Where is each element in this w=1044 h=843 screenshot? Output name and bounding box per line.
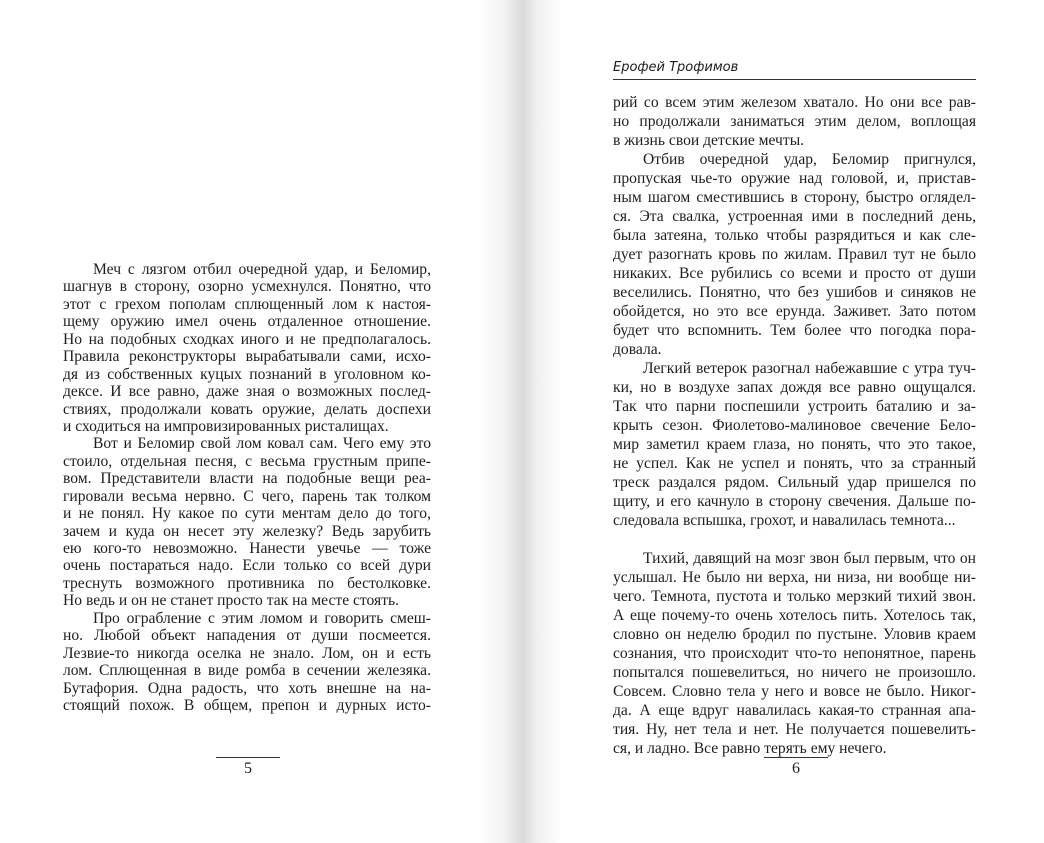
text-line: Бутафория. Одна радость, что хоть внешне на на- — [63, 679, 431, 697]
paragraph — [613, 150, 976, 359]
running-header-author: Ерофей Трофимов — [613, 60, 976, 80]
text-line: ствиях, продолжали ковать оружие, делать доспехи — [63, 400, 431, 418]
text-line: Но ведь и он не станет просто так на месте стоять. — [63, 592, 400, 610]
text-line: сознания, что происходит что-то непонятное, парень — [613, 645, 976, 662]
text-line: будет что вспомнить. Тем более что погодка пора- — [613, 322, 976, 339]
paragraph — [63, 435, 431, 609]
text-line: дексе. И все равно, даже зная о возможных послед- — [63, 383, 431, 401]
text-line: мир заметил краем глаза, но понять, что это такое, — [613, 436, 976, 453]
text-line: ся, и ладно. Все равно терять ему нечего. — [613, 740, 887, 757]
text-line: не успел. Как не успел и понять, что за странный — [613, 455, 976, 472]
text-line: зачем и куда он несет эту железку? Ведь зарубить — [63, 522, 431, 540]
text-line: лом. Сплющенная в виде ромба в сечении железяка. — [63, 662, 431, 680]
text-line: Легкий ветерок разогнал набежавшие с утра туч- — [643, 360, 976, 377]
text-line: обойдется, но это все ерунда. Заживет. Зато потом — [613, 303, 976, 320]
text-line: ки, но в воздухе запах дождя все равно ощущался. — [613, 379, 976, 396]
text-line: попытался пошевелиться, но ничего не произошло. — [613, 664, 976, 681]
text-line: словно он неделю бродил по пустыне. Уловив краем — [613, 626, 976, 643]
text-line: этот с грехом пополам сплющенный лом к настоя- — [63, 295, 431, 313]
text-line: треснуть возможного противника по бестолковке. — [63, 574, 431, 592]
left-page-text — [63, 261, 431, 714]
paragraph — [63, 610, 431, 715]
text-line: Правила реконструкторы вырабатывали сами, исхо- — [63, 348, 431, 366]
text-line: Отбив очередной удар, Беломир пригнулся, — [643, 151, 976, 168]
text-line: щему оружию имел очень отдаленное отношение. — [63, 313, 431, 331]
paragraph — [613, 359, 976, 530]
text-line: и сходиться на импровизированных ристалищах. — [63, 417, 389, 435]
paragraph — [613, 93, 976, 150]
text-line: крыть сезон. Фиолетово-малиновое свечение Бело- — [613, 417, 976, 434]
text-line: щиту, и его качнуло в сторону свечения. Дальше по- — [613, 493, 976, 510]
text-line: Совсем. Словно тела у него и вовсе не было. Никог- — [613, 683, 976, 700]
text-line: А еще почему-то очень хотелось пить. Хотелось так, — [613, 607, 976, 624]
text-line: Так что парни поспешили устроить баталию и за- — [613, 398, 976, 415]
text-line: треск раздался рядом. Сильный удар пришелся по — [613, 474, 976, 491]
text-line: Лезвие-то никогда оселка не знало. Лом, он и есть — [63, 644, 431, 662]
page-number: 6 — [764, 757, 828, 778]
text-line: ею кого-то невозможно. Нанести увечье — тоже — [63, 540, 431, 557]
paragraph — [63, 261, 431, 435]
text-line: следовала вспышка, грохот, и навалилась темнота... — [613, 512, 956, 529]
paragraph — [613, 549, 976, 758]
text-line: Тихий, давящий на мозг звон был первым, что он — [643, 550, 976, 567]
text-line: Вот и Беломир свой лом ковал сам. Чего ему это — [93, 435, 431, 453]
text-line: ся. Эта свалка, устроенная ими в последний день, — [613, 208, 976, 225]
text-line: довала. — [613, 341, 662, 358]
text-line: тия. Ну, нет тела и нет. Не получается пошевелить- — [613, 721, 976, 738]
text-line: в жизнь свои детские мечты. — [613, 132, 805, 149]
text-line: пропуская чье-то оружие над головой, и, пристав- — [613, 170, 976, 187]
page-number: 5 — [216, 757, 280, 778]
section-break — [613, 530, 976, 549]
text-line: Но на подобных сходках иного и не предполагалось. — [63, 330, 431, 348]
text-line: но. Любой объект нападения от души посмеется. — [63, 627, 431, 645]
text-line: чего. Темнота, пустота и только мерзкий тихий звон. — [613, 588, 976, 605]
text-line: Про ограбление с этим ломом и говорить смеш- — [93, 609, 431, 627]
text-line: никаких. Все рубились со всеми и просто от души — [613, 265, 976, 282]
right-page — [522, 0, 1044, 843]
text-line: да. А еще вдруг навалилась какая-то странная апа- — [613, 702, 976, 719]
text-line: рий со всем этим железом хватало. Но они все рав- — [613, 94, 976, 111]
text-line: и не понял. Ну какое по сути ментам дело до того, — [63, 505, 431, 523]
right-page-text — [613, 93, 976, 758]
text-line: гировали весьма нервно. С чего, парень так толком — [63, 487, 431, 505]
text-line: ным шагом сместившись в сторону, быстро оглядел- — [613, 189, 976, 206]
text-line: очень постараться надо. Если только со всей дури — [63, 557, 431, 575]
text-line: дует разогнать кровь по жилам. Правил тут не было — [613, 246, 976, 263]
text-line: стоило, отдельная песня, с весьма грустным припе- — [63, 452, 431, 470]
text-line: но продолжали заниматься этим делом, воплощая — [613, 113, 976, 130]
text-line: была затеяна, только чтобы разрядиться и как сле- — [613, 227, 976, 244]
text-line: услышал. Не было ни верха, ни низа, ни вообще ни- — [613, 569, 976, 586]
text-line: Меч с лязгом отбил очередной удар, и Беломир, — [93, 261, 431, 278]
text-line: шагнув в сторону, озорно усмехнулся. Понятно, что — [63, 278, 431, 296]
text-line: веселились. Понятно, что без ушибов и синяков не — [613, 284, 976, 301]
text-line: стоящий похож. В общем, препон и дурных исто- — [63, 696, 431, 714]
text-line: вом. Представители власти на подобные вещи реа- — [63, 470, 431, 488]
text-line: дя из собственных куцых познаний в уголовном ко- — [63, 365, 431, 383]
